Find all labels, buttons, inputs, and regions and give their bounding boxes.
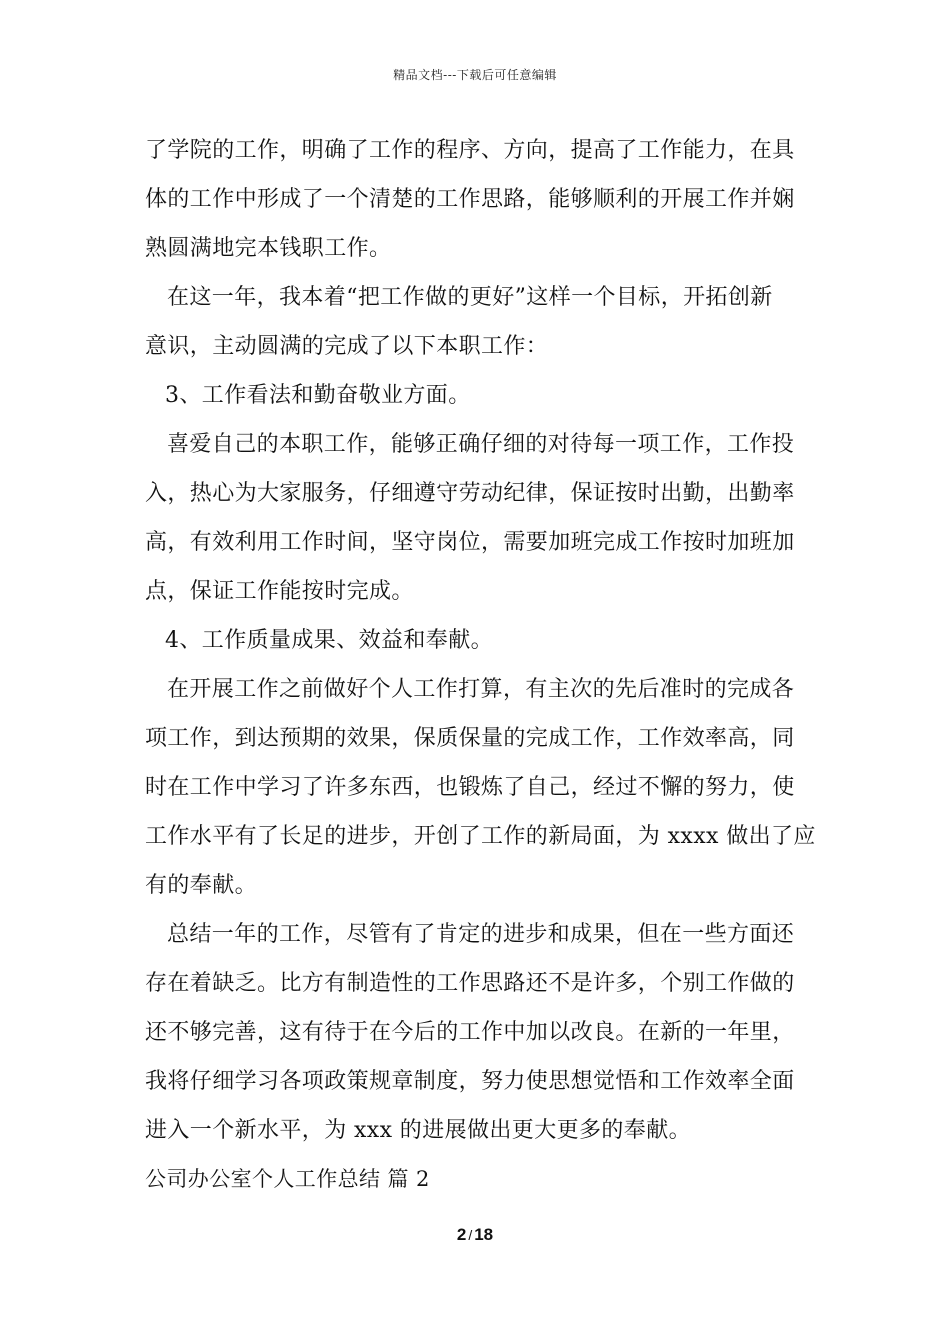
page-header: 精品文档---下载后可任意编辑 (393, 68, 557, 82)
text-line: 有的奉献。 (145, 873, 258, 898)
document-body (145, 126, 816, 1204)
list-item: 4、工作质量成果、效益和奉献。 (165, 628, 493, 653)
text-line: 了学院的工作，明确了工作的程序、方向，提高了工作能力，在具 (145, 138, 795, 163)
text-line: 熟圆满地完本钱职工作。 (145, 236, 392, 261)
total-pages: 18 (474, 1225, 494, 1244)
page-number (0, 1225, 950, 1245)
text-line: 意识，主动圆满的完成了以下本职工作： (145, 334, 549, 359)
text-line: 在这一年，我本着“把工作做的更好”这样一个目标，开拓创新 (167, 285, 773, 310)
text-line: 存在着缺乏。比方有制造性的工作思路还不是许多，个别工作做的 (145, 971, 795, 996)
text-line: 高，有效利用工作时间，坚守岗位，需要加班完成工作按时加班加 (145, 530, 795, 555)
page-separator: / (468, 1227, 473, 1243)
text-line: 入，热心为大家服务，仔细遵守劳动纪律，保证按时出勤，出勤率 (145, 481, 795, 506)
text-line: 体的工作中形成了一个清楚的工作思路，能够顺利的开展工作并娴 (145, 187, 795, 212)
text-line: 我将仔细学习各项政策规章制度，努力使思想觉悟和工作效率全面 (145, 1069, 795, 1094)
text-line: 项工作，到达预期的效果，保质保量的完成工作，工作效率高，同 (145, 726, 795, 751)
text-line: 还不够完善，这有待于在今后的工作中加以改良。在新的一年里， (145, 1020, 795, 1045)
text-line: 在开展工作之前做好个人工作打算，有主次的先后准时的完成各 (167, 677, 795, 702)
text-line: 点，保证工作能按时完成。 (145, 579, 414, 604)
list-item: 3、工作看法和勤奋敬业方面。 (165, 383, 471, 408)
text-line: 时在工作中学习了许多东西，也锻炼了自己，经过不懈的努力，使 (145, 775, 795, 800)
text-line: 进入一个新水平，为 xxx 的进展做出更大更多的奉献。 (145, 1118, 692, 1143)
current-page: 2 (456, 1225, 467, 1244)
section-heading: 公司办公室个人工作总结 篇 2 (145, 1167, 430, 1191)
text-line: 工作水平有了长足的进步，开创了工作的新局面，为 xxxx 做出了应 (145, 824, 816, 849)
text-line: 喜爱自己的本职工作，能够正确仔细的对待每一项工作，工作投 (167, 432, 795, 457)
text-line: 总结一年的工作，尽管有了肯定的进步和成果，但在一些方面还 (167, 922, 795, 947)
